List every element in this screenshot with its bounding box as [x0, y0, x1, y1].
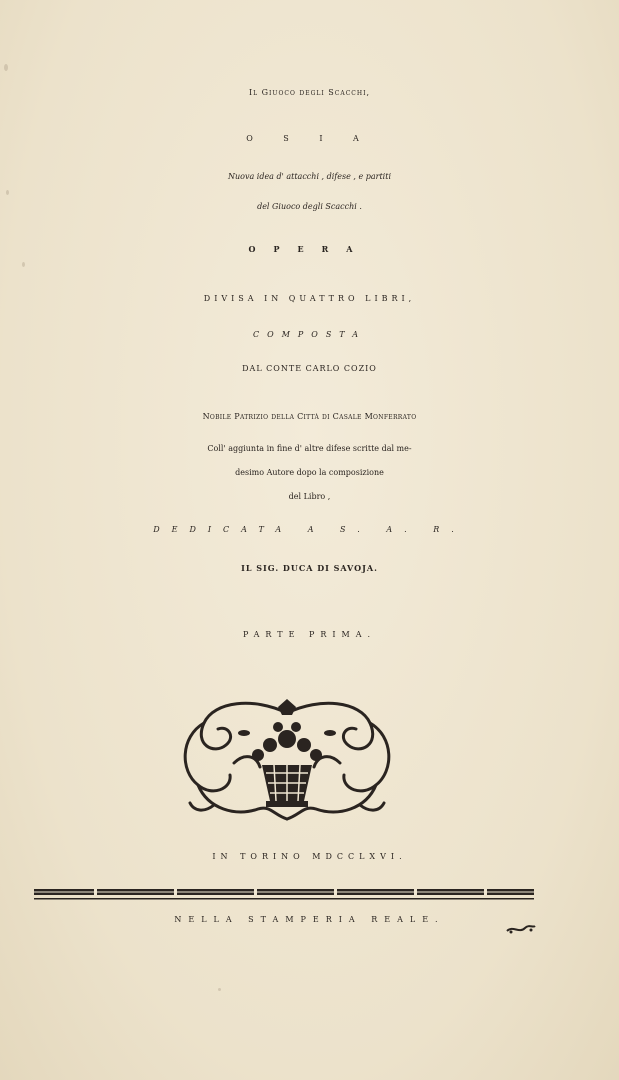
- part-line: PARTE PRIMA.: [242, 630, 377, 639]
- imprint-printer: NELLA STAMPERIA REALE.: [174, 915, 445, 924]
- paper-speck: [22, 262, 25, 267]
- o-sia-line: O S I A: [246, 134, 373, 143]
- addition-line-3: del Libro ,: [288, 492, 331, 501]
- paper-speck: [6, 190, 9, 195]
- addition-line-2: desimo Autore dopo la composizione: [235, 468, 384, 477]
- flower-basket-vignette-icon: [174, 693, 400, 825]
- paper-speck: [4, 64, 8, 71]
- author-description: Nobile Patrizio della Città di Casale Monferrato: [202, 412, 417, 421]
- subtitle-line-2: del Giuoco degli Scacchi .: [257, 202, 362, 211]
- addition-line-1: Coll' aggiunta in fine d' altre difese scritte dal me-: [207, 444, 412, 453]
- dedicatee-line: IL SIG. DUCA DI SAVOJA.: [241, 563, 378, 573]
- divisa-line: DIVISA IN QUATTRO LIBRI,: [203, 294, 416, 303]
- paper-speck: [218, 988, 221, 991]
- imprint-place: IN TORINO MDCCLXVI.: [212, 852, 407, 861]
- composta-line: COMPOSTA: [253, 330, 366, 339]
- subtitle-line-1: Nuova idea d' attacchi , difese , e partiti: [227, 172, 392, 181]
- author-line: DAL CONTE CARLO COZIO: [242, 364, 377, 373]
- dedication-line: DEDICATA A S. A. R.: [153, 525, 466, 534]
- tailpiece-ornament-icon: [505, 922, 537, 936]
- decorative-rule: [34, 887, 534, 901]
- book-title: Il Giuoco degli Scacchi,: [248, 88, 371, 97]
- opera-heading: OPERA: [248, 244, 371, 254]
